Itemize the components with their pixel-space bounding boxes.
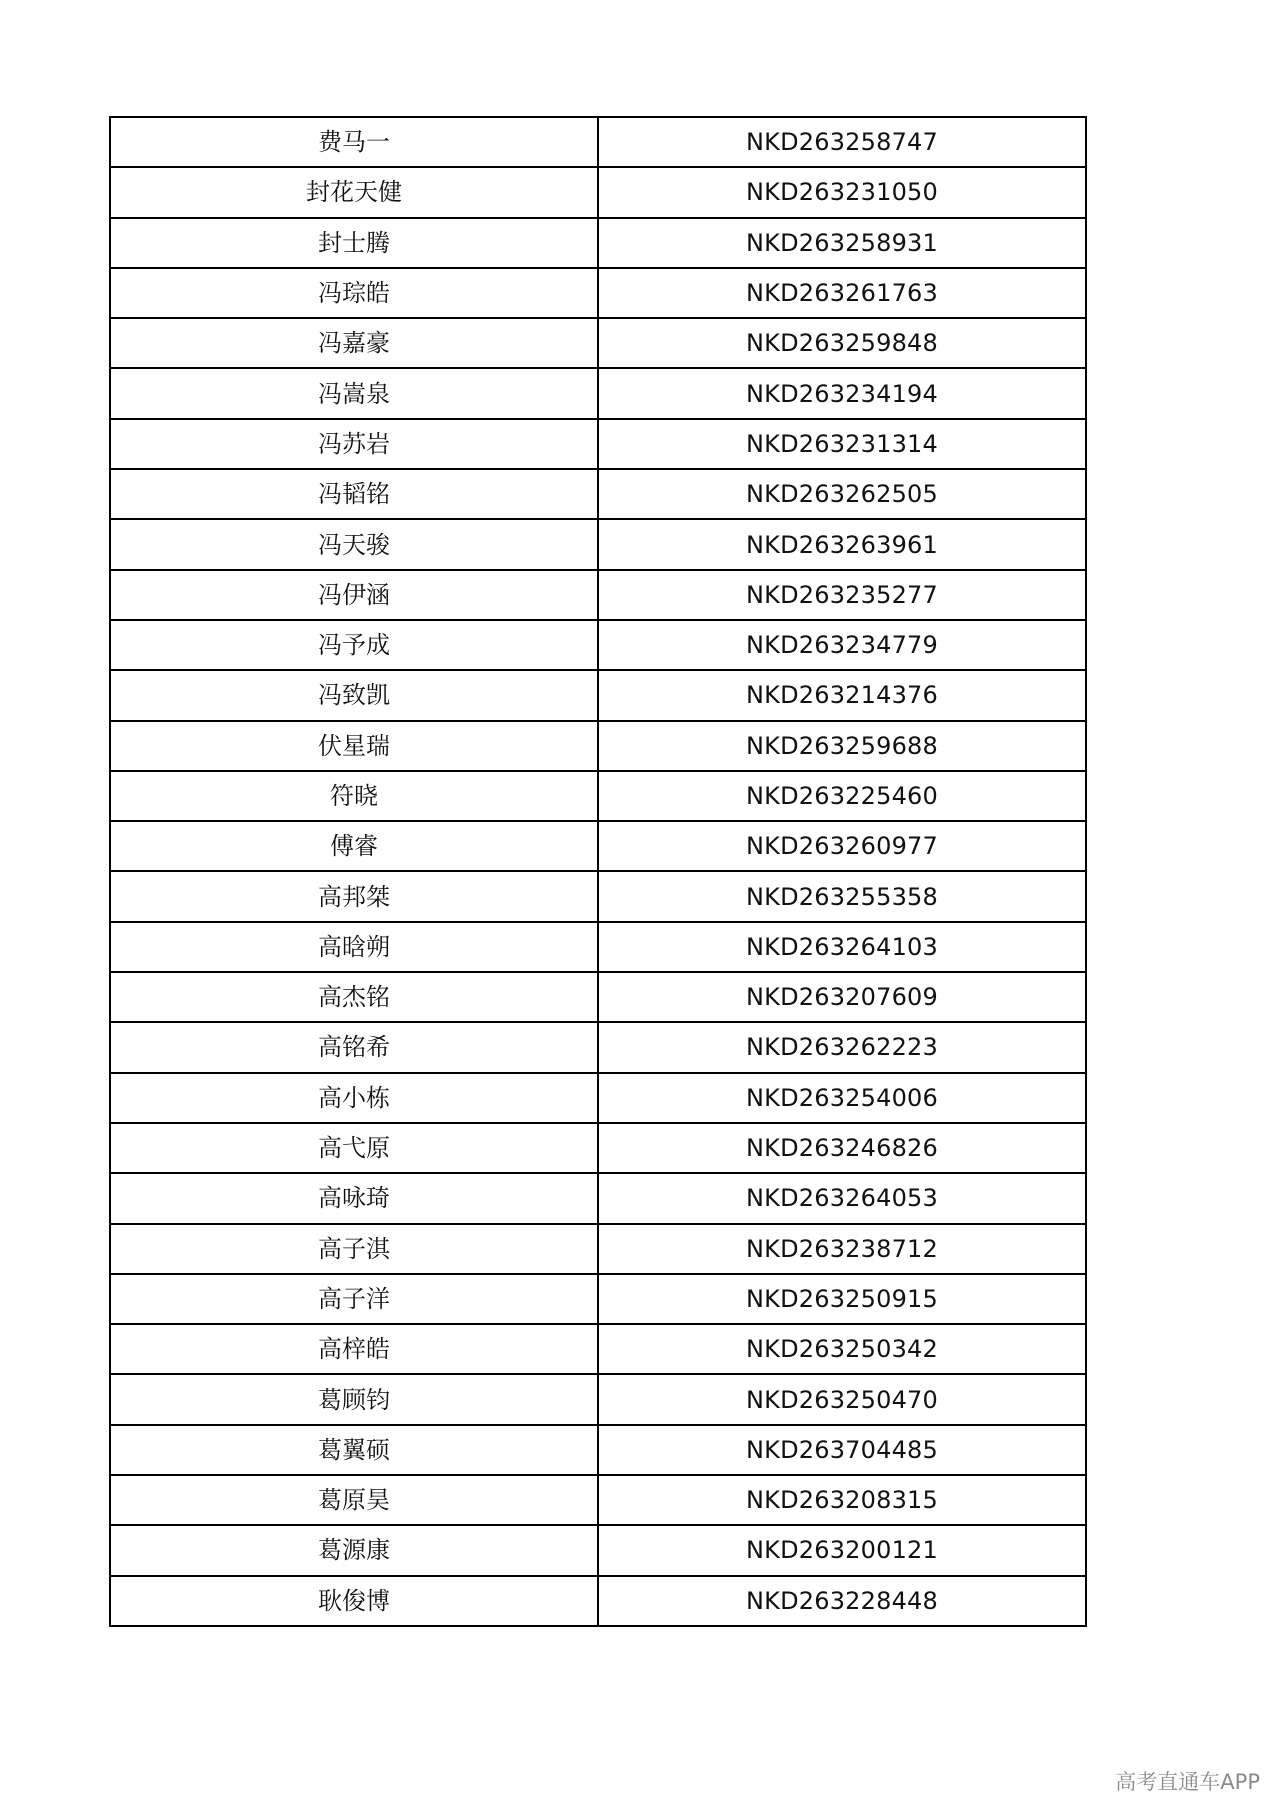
id-cell: NKD263225460 bbox=[598, 771, 1086, 821]
name-cell: 封士腾 bbox=[110, 218, 598, 268]
id-cell: NKD263231314 bbox=[598, 419, 1086, 469]
name-cell: 冯天骏 bbox=[110, 519, 598, 569]
name-cell: 冯致凯 bbox=[110, 670, 598, 720]
id-cell: NKD263208315 bbox=[598, 1475, 1086, 1525]
table-row bbox=[110, 1324, 1086, 1374]
id-cell: NKD263234194 bbox=[598, 368, 1086, 418]
id-cell: NKD263259848 bbox=[598, 318, 1086, 368]
table-row bbox=[110, 1475, 1086, 1525]
table-row bbox=[110, 771, 1086, 821]
name-cell: 葛源康 bbox=[110, 1525, 598, 1575]
name-cell: 高铭希 bbox=[110, 1022, 598, 1072]
id-cell: NKD263258931 bbox=[598, 218, 1086, 268]
table-row bbox=[110, 218, 1086, 268]
name-cell: 高小栋 bbox=[110, 1073, 598, 1123]
id-cell: NKD263259688 bbox=[598, 721, 1086, 771]
id-cell: NKD263200121 bbox=[598, 1525, 1086, 1575]
name-cell: 高晗朔 bbox=[110, 922, 598, 972]
name-cell: 葛翼硕 bbox=[110, 1425, 598, 1475]
table-row bbox=[110, 972, 1086, 1022]
name-cell: 高子淇 bbox=[110, 1224, 598, 1274]
table-row bbox=[110, 368, 1086, 418]
name-cell: 高杰铭 bbox=[110, 972, 598, 1022]
name-cell: 冯琮皓 bbox=[110, 268, 598, 318]
id-cell: NKD263264103 bbox=[598, 922, 1086, 972]
id-cell: NKD263704485 bbox=[598, 1425, 1086, 1475]
table-row bbox=[110, 117, 1086, 167]
id-cell: NKD263262505 bbox=[598, 469, 1086, 519]
name-cell: 冯予成 bbox=[110, 620, 598, 670]
id-cell: NKD263250342 bbox=[598, 1324, 1086, 1374]
table-row bbox=[110, 469, 1086, 519]
name-cell: 冯韬铭 bbox=[110, 469, 598, 519]
table-row bbox=[110, 1073, 1086, 1123]
name-cell: 耿俊博 bbox=[110, 1576, 598, 1626]
table-row bbox=[110, 570, 1086, 620]
id-cell: NKD263262223 bbox=[598, 1022, 1086, 1072]
id-cell: NKD263246826 bbox=[598, 1123, 1086, 1173]
id-cell: NKD263234779 bbox=[598, 620, 1086, 670]
id-cell: NKD263207609 bbox=[598, 972, 1086, 1022]
table-row bbox=[110, 268, 1086, 318]
name-cell: 伏星瑞 bbox=[110, 721, 598, 771]
id-cell: NKD263231050 bbox=[598, 167, 1086, 217]
id-cell: NKD263255358 bbox=[598, 871, 1086, 921]
table-row bbox=[110, 1123, 1086, 1173]
table-row bbox=[110, 1374, 1086, 1424]
table-row bbox=[110, 922, 1086, 972]
table-row bbox=[110, 1173, 1086, 1223]
table-row bbox=[110, 620, 1086, 670]
name-cell: 符晓 bbox=[110, 771, 598, 821]
table-row bbox=[110, 1425, 1086, 1475]
name-cell: 冯苏岩 bbox=[110, 419, 598, 469]
name-cell: 葛原昊 bbox=[110, 1475, 598, 1525]
table-row bbox=[110, 1576, 1086, 1626]
id-cell: NKD263238712 bbox=[598, 1224, 1086, 1274]
table-row bbox=[110, 1525, 1086, 1575]
name-cell: 冯嘉豪 bbox=[110, 318, 598, 368]
table-row bbox=[110, 821, 1086, 871]
name-cell: 高邦桀 bbox=[110, 871, 598, 921]
id-cell: NKD263250915 bbox=[598, 1274, 1086, 1324]
table-row bbox=[110, 519, 1086, 569]
name-cell: 冯伊涵 bbox=[110, 570, 598, 620]
id-cell: NKD263250470 bbox=[598, 1374, 1086, 1424]
watermark-text: 高考直通车APP bbox=[1115, 1770, 1260, 1794]
name-cell: 傅睿 bbox=[110, 821, 598, 871]
id-cell: NKD263261763 bbox=[598, 268, 1086, 318]
name-cell: 高子洋 bbox=[110, 1274, 598, 1324]
id-cell: NKD263235277 bbox=[598, 570, 1086, 620]
name-cell: 费马一 bbox=[110, 117, 598, 167]
name-cell: 封花天健 bbox=[110, 167, 598, 217]
name-cell: 葛顾钧 bbox=[110, 1374, 598, 1424]
id-cell: NKD263264053 bbox=[598, 1173, 1086, 1223]
roster-table-body bbox=[110, 117, 1086, 1626]
id-cell: NKD263263961 bbox=[598, 519, 1086, 569]
table-row bbox=[110, 871, 1086, 921]
id-cell: NKD263258747 bbox=[598, 117, 1086, 167]
name-cell: 高弋原 bbox=[110, 1123, 598, 1173]
table-row bbox=[110, 1274, 1086, 1324]
table-row bbox=[110, 721, 1086, 771]
id-cell: NKD263214376 bbox=[598, 670, 1086, 720]
id-cell: NKD263254006 bbox=[598, 1073, 1086, 1123]
table-row bbox=[110, 1224, 1086, 1274]
table-row bbox=[110, 1022, 1086, 1072]
name-cell: 冯嵩泉 bbox=[110, 368, 598, 418]
id-cell: NKD263260977 bbox=[598, 821, 1086, 871]
name-cell: 高咏琦 bbox=[110, 1173, 598, 1223]
table-row bbox=[110, 670, 1086, 720]
table-row bbox=[110, 167, 1086, 217]
name-cell: 高梓皓 bbox=[110, 1324, 598, 1374]
table-row bbox=[110, 318, 1086, 368]
table-row bbox=[110, 419, 1086, 469]
roster-table bbox=[109, 116, 1087, 1627]
id-cell: NKD263228448 bbox=[598, 1576, 1086, 1626]
